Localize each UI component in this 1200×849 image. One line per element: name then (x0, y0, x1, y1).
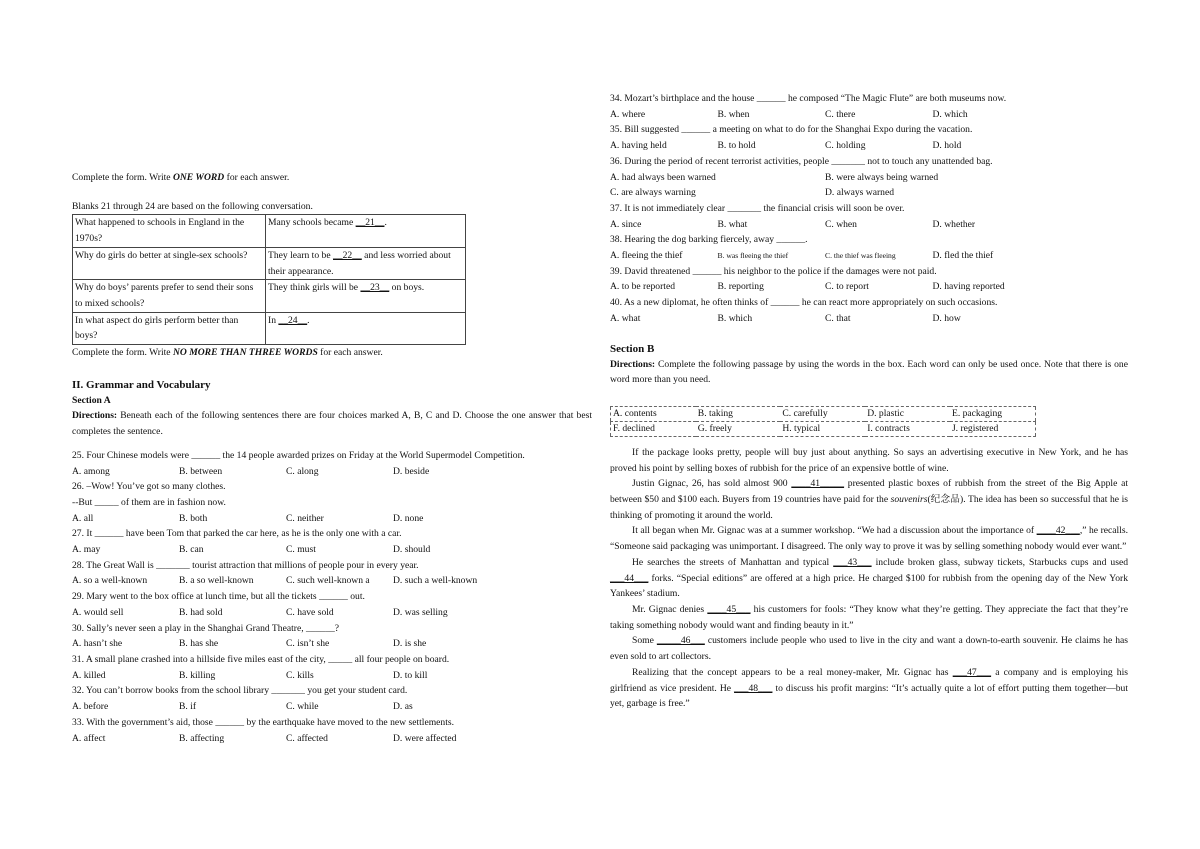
passage-paragraph: It all began when Mr. Gignac was at a summer workshop. “We had a discussion about the importance of ____42___,” he recalls. “Someone said packaging was unimportant. I disagreed. The only way to prove it was by selling something nobody would ever want.” (610, 525, 1128, 553)
answer-option[interactable]: D. how (932, 312, 961, 324)
answer-option[interactable]: D. such a well-known (393, 575, 478, 587)
answer-option[interactable]: C. neither (286, 512, 324, 524)
directions: Directions: Beneath each of the following sentences there are four choices marked A, B, C and D. Choose the one answer that best completes the sentence. (72, 410, 592, 438)
answer-options (72, 511, 592, 527)
answer-option[interactable]: A. had always been warned (610, 171, 716, 183)
blank-42[interactable]: ____42___ (1036, 525, 1080, 537)
answer-option[interactable]: C. to report (825, 281, 869, 293)
answer-options (72, 636, 592, 652)
blank-46[interactable]: _____46___ (656, 635, 705, 647)
word-box-item: E. packaging (950, 406, 1036, 421)
answer-options (72, 542, 592, 558)
answer-option[interactable]: D. beside (393, 465, 430, 477)
answer-option[interactable]: A. would sell (72, 606, 124, 618)
word-box (610, 406, 1036, 437)
answer-option[interactable]: D. whether (932, 218, 976, 230)
answer-options (610, 107, 1128, 123)
question-stem: 26. –Wow! You’ve got so many clothes. (72, 481, 226, 493)
form-question: What happened to schools in England in the 1970s? (73, 215, 266, 247)
form-question: Why do boys’ parents prefer to send their sons to mixed schools? (73, 280, 266, 312)
form-answer: They think girls will be __23__ on boys. (266, 280, 466, 312)
answer-option[interactable]: D. should (393, 544, 431, 556)
question-stem: 34. Mozart’s birthplace and the house ______ he composed “The Magic Flute” are both museums now. (610, 93, 1007, 104)
question-stem: 37. It is not immediately clear _______ the financial crisis will soon be over. (610, 202, 905, 214)
question-stem: 29. Mary went to the box office at lunch time, but all the tickets ______ out. (72, 591, 365, 603)
question-stem: 35. Bill suggested ______ a meeting on what to do for the Shanghai Expo during the vacation. (610, 124, 973, 136)
question-stem: 28. The Great Wall is _______ tourist attraction that millions of people pour in every year. (72, 559, 419, 571)
question-stem: 38. Hearing the dog barking fiercely, away ______. (610, 234, 808, 246)
passage-paragraph: If the package looks pretty, people will buy just about anything. So says an advertising executive in New York, and he has proved his point by selling boxes of rubbish for the price of an expensive bottle of wine. (610, 446, 1128, 474)
answer-options (610, 138, 1128, 154)
table-row (611, 421, 1036, 436)
answer-options (610, 279, 1128, 295)
section-b-heading: Section B (610, 342, 655, 355)
answer-option[interactable]: A. killed (72, 669, 106, 681)
answer-option[interactable]: B. both (179, 512, 208, 524)
blank-22[interactable]: __22__ (333, 249, 362, 261)
section-a-heading: Section A (72, 394, 111, 406)
answer-option[interactable]: C. when (825, 218, 857, 230)
word-box-item: I. contracts (865, 421, 950, 436)
word-box-item: B. taking (696, 406, 781, 421)
blank-47[interactable]: ___47___ (952, 666, 992, 678)
blanks-intro: Blanks 21 through 24 are based on the following conversation. (72, 200, 313, 212)
answer-option[interactable]: B. was fleeing the thief (717, 251, 789, 261)
answer-option[interactable]: B. to hold (717, 140, 756, 152)
answer-option[interactable]: A. before (72, 701, 109, 713)
blank-41[interactable]: ____41_____ (791, 478, 845, 490)
question-list (610, 91, 1128, 327)
answer-options (72, 464, 592, 480)
answer-option[interactable]: B. has she (179, 638, 219, 650)
table-row (73, 312, 466, 344)
answer-options (72, 731, 592, 747)
blank-48[interactable]: ___48___ (734, 682, 773, 694)
answer-option[interactable]: A. what (610, 312, 641, 324)
word-box-item: C. carefully (780, 406, 865, 421)
answer-option[interactable]: A. to be reported (610, 281, 676, 293)
word-box-item: H. typical (780, 421, 865, 436)
form-answer: They learn to be __22__ and less worried about their appearance. (266, 247, 466, 279)
table-row (73, 215, 466, 247)
answer-option[interactable]: C. while (286, 701, 319, 713)
answer-options (610, 185, 1128, 201)
answer-option[interactable]: B. between (179, 465, 223, 477)
blank-43[interactable]: ___43___ (833, 556, 872, 568)
answer-option[interactable]: A. having held (610, 140, 667, 152)
question-stem: --But _____ of them are in fashion now. (72, 496, 226, 508)
directions: Directions: Complete the following passage by using the words in the box. Each word can only be used once. Note that there is one word more than you need. (610, 358, 1128, 386)
answer-option[interactable]: A. among (72, 465, 110, 477)
answer-option[interactable]: C. must (286, 544, 316, 556)
answer-option[interactable]: C. such well-known a (286, 575, 370, 587)
table-row (73, 247, 466, 279)
passage-paragraph: Some _____46___ customers include people who used to live in the city and want a down-to-earth souvenir. He claims he has even sold to art collectors. (610, 635, 1128, 663)
passage-paragraph: Justin Gignac, 26, has sold almost 900 ____41_____ presented plastic boxes of rubbish from the street of the Big Apple at between $50 and $100 each. Buyers from 19 countries have paid for the souvenirs(纪念品). The idea has been so successful that he is thinking of promoting it around the world. (610, 478, 1128, 521)
answer-option[interactable]: D. having reported (932, 281, 1005, 293)
answer-option[interactable]: B. killing (179, 669, 216, 681)
answer-option[interactable]: D. hold (932, 140, 962, 152)
answer-option[interactable]: B. what (717, 218, 748, 230)
answer-option[interactable]: B. reporting (717, 281, 764, 293)
answer-option[interactable]: C. along (286, 465, 319, 477)
instruction-three-words: Complete the form. Write NO MORE THAN THREE WORDS for each answer. (72, 347, 383, 359)
answer-option[interactable]: B. had sold (179, 606, 223, 618)
question-stem: 25. Four Chinese models were ______ the 14 people awarded prizes on Friday at the World Supermodel Competition. (72, 449, 525, 461)
question-stem: 39. David threatened ______ his neighbor to the police if the damages were not paid. (610, 265, 937, 277)
answer-form-table (72, 214, 466, 345)
answer-options (610, 248, 1128, 264)
answer-option[interactable]: D. as (393, 701, 413, 713)
question-stem: 36. During the period of recent terrorist activities, people _______ not to touch any unattended bag. (610, 155, 993, 167)
left-column (72, 170, 592, 746)
blank-21[interactable]: __21__ (355, 217, 385, 229)
question-stem: 33. With the government’s aid, those ______ by the earthquake have moved to the new settlements. (72, 716, 455, 728)
answer-option[interactable]: B. a so well-known (179, 575, 254, 587)
table-row (73, 280, 466, 312)
answer-option[interactable]: A. may (72, 544, 101, 556)
question-stem: 30. Sally’s never seen a play in the Shanghai Grand Theatre, ______? (72, 622, 340, 634)
answer-option[interactable]: D. none (393, 512, 424, 524)
answer-option[interactable]: A. fleeing the thief (610, 250, 683, 262)
answer-option[interactable]: C. have sold (286, 606, 334, 618)
passage-paragraph: Realizing that the concept appears to be a real money-maker, Mr. Gignac has ___47___ a company and is employing his girlfriend as vice president. He ___48___ to discuss his profit margins: “It’s actually quite a lot of effort putting them together—but yet, garbage is free.” (610, 666, 1128, 710)
answer-option[interactable]: B. if (179, 701, 197, 713)
blank-23[interactable]: __23__ (360, 282, 390, 294)
instruction-one-word: Complete the form. Write ONE WORD for each answer. (72, 172, 290, 183)
answer-option[interactable]: C. isn’t she (286, 638, 330, 650)
blank-45[interactable]: ____45___ (707, 603, 751, 615)
answer-option[interactable]: C. holding (825, 140, 866, 152)
answer-option[interactable]: A. hasn’t she (72, 638, 123, 650)
section-title: II. Grammar and Vocabulary (72, 378, 211, 391)
passage-paragraph: Mr. Gignac denies ____45___ his customers for fools: “They know what they’re getting. They appreciate the fact that they’re taking something nobody would want and finding beauty in it.” (610, 603, 1128, 631)
answer-option[interactable]: B. were always being warned (825, 171, 939, 183)
answer-option[interactable]: C. are always warning (610, 187, 696, 199)
answer-options (72, 573, 592, 589)
word-box-item: G. freely (696, 421, 781, 436)
answer-option[interactable]: A. so a well-known (72, 575, 148, 587)
blank-24[interactable]: __24__ (278, 314, 308, 326)
question-stem: 40. As a new diplomat, he often thinks of ______ he can react more appropriately on such occasions. (610, 297, 998, 309)
form-answer: In __24__. (266, 312, 466, 344)
answer-option[interactable]: B. which (717, 312, 753, 324)
question-stem: 32. You can’t borrow books from the school library _______ you get your student card. (72, 685, 408, 697)
form-question: Why do girls do better at single-sex schools? (73, 247, 266, 279)
blank-44[interactable]: ___44___ (610, 572, 649, 584)
answer-option[interactable]: D. were affected (393, 732, 457, 744)
right-column (610, 91, 1128, 712)
passage-paragraph: He searches the streets of Manhattan and typical ___43___ include broken glass, subway tickets, Starbucks cups and used ___44___ forks. “Special editions” are offered at a high price. He charged $100 for rubbish from the opening day of the New York Yankees’ stadium. (610, 556, 1128, 600)
answer-option[interactable]: A. where (610, 108, 646, 120)
answer-options (610, 217, 1128, 233)
answer-option[interactable]: D. fled the thief (932, 250, 994, 262)
answer-option[interactable]: C. there (825, 108, 856, 120)
answer-option[interactable]: A. affect (72, 732, 106, 744)
answer-option[interactable]: B. affecting (179, 732, 225, 744)
question-list (72, 448, 592, 746)
answer-option[interactable]: A. since (610, 218, 642, 230)
answer-option[interactable]: C. kills (286, 669, 314, 681)
word-box-item: F. declined (611, 421, 696, 436)
answer-options (72, 699, 592, 715)
answer-options (72, 605, 592, 621)
question-stem: 27. It ______ have been Tom that parked the car here, as he is the only one with a car. (72, 528, 402, 540)
answer-options (610, 311, 1128, 327)
answer-option[interactable]: D. always warned (825, 187, 894, 199)
answer-options (72, 668, 592, 684)
answer-option[interactable]: D. is she (393, 638, 427, 650)
word-box-item: A. contents (611, 406, 696, 421)
form-answer: Many schools became __21__. (266, 215, 466, 247)
answer-option[interactable]: C. affected (286, 732, 328, 744)
word-box-item: J. registered (950, 421, 1036, 436)
answer-option[interactable]: B. when (717, 108, 750, 120)
answer-option[interactable]: C. the thief was fleeing (825, 251, 896, 261)
answer-option[interactable]: D. was selling (393, 606, 448, 618)
word-box-item: D. plastic (865, 406, 950, 421)
answer-option[interactable]: C. that (825, 312, 851, 324)
answer-option[interactable]: D. which (932, 108, 968, 120)
answer-option[interactable]: B. can (179, 544, 204, 556)
table-row (611, 406, 1036, 421)
form-question: In what aspect do girls perform better than boys? (73, 312, 266, 344)
answer-option[interactable]: A. all (72, 512, 94, 524)
answer-option[interactable]: D. to kill (393, 669, 428, 681)
answer-options (610, 170, 1128, 186)
question-stem: 31. A small plane crashed into a hillside five miles east of the city, _____ all four people on board. (72, 653, 450, 665)
